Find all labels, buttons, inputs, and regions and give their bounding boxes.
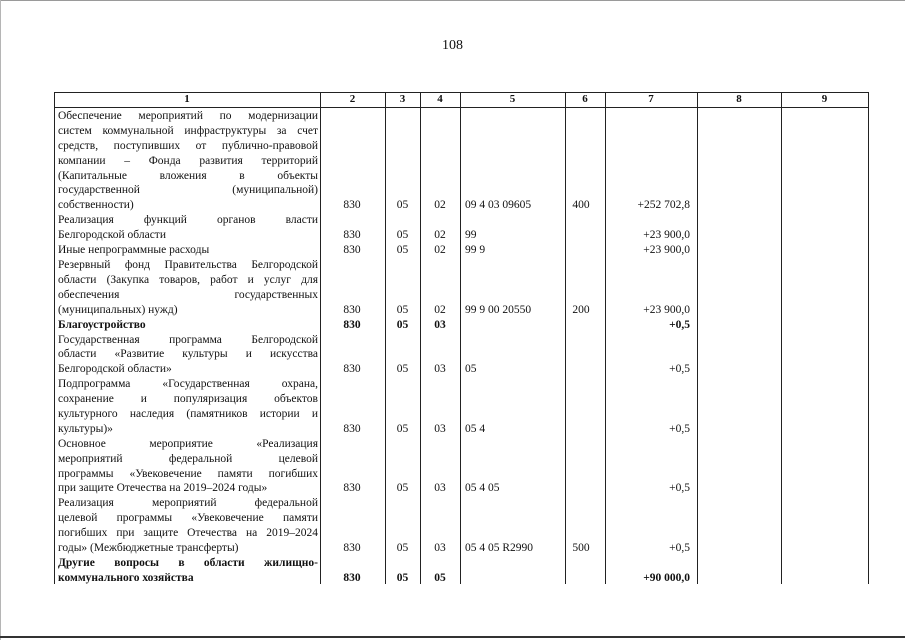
cell-c5: 05 4 05 (465, 482, 500, 495)
cell-c3: 05 (396, 229, 409, 242)
row-description (58, 333, 318, 378)
scan-bottom-edge (0, 636, 905, 638)
description-line: средств, поступивших от публично-правовой (58, 139, 318, 152)
description-line: собственности) (58, 199, 134, 212)
description-line: обеспечения государственных (58, 288, 318, 301)
cell-c4: 02 (434, 229, 446, 242)
header-col-9: 9 (821, 93, 828, 105)
cell-c4: 02 (434, 303, 446, 316)
cell-c2: 830 (343, 571, 361, 584)
table-row (54, 243, 869, 258)
description-line: Обеспечение мероприятий по модернизации (58, 110, 318, 122)
header-col-1: 1 (184, 93, 190, 105)
cell-c3: 05 (396, 244, 409, 257)
cell-c4: 05 (434, 571, 446, 584)
cell-c7: +0,5 (669, 318, 690, 331)
cell-c6 (547, 243, 615, 258)
cell-c4: 03 (434, 542, 446, 555)
cell-c2: 830 (343, 244, 361, 257)
description-line: сохранение и популяризация объектов (58, 393, 318, 406)
row-description (58, 258, 318, 318)
description-line: Реализация функций органов власти (58, 214, 318, 227)
description-line: Белгородской области» (58, 363, 172, 376)
row-description (58, 496, 318, 556)
table-row (54, 496, 869, 556)
scan-left-edge (0, 0, 1, 640)
description-line: Реализация мероприятий федеральной (58, 497, 318, 510)
cell-c6 (547, 422, 615, 437)
cell-c4: 03 (434, 422, 446, 435)
cell-c3: 05 (396, 318, 409, 331)
cell-c6: 200 (572, 303, 590, 316)
row-description (58, 318, 318, 333)
description-line: Иные непрограммные расходы (58, 244, 210, 257)
table-row (54, 556, 869, 584)
cell-c4: 02 (434, 244, 446, 257)
cell-c2: 830 (343, 542, 361, 555)
cell-c7: +0,5 (669, 363, 690, 376)
cell-c5: 99 9 (465, 244, 486, 257)
cell-c2: 830 (343, 422, 361, 435)
description-line: (муниципальных) нужд) (58, 303, 178, 316)
cell-c3: 05 (396, 482, 409, 495)
description-line: Основное мероприятие «Реализация (58, 437, 318, 450)
cell-c3: 05 (396, 303, 409, 316)
description-line: Подпрограмма «Государственная охрана, (58, 378, 318, 391)
cell-c3: 05 (396, 542, 409, 555)
description-line: государственной (муниципальной) (58, 184, 318, 197)
cell-c4: 03 (434, 318, 446, 331)
cell-c3: 05 (396, 422, 409, 435)
description-line: целевой программы «Увековечение памяти (58, 512, 318, 525)
description-line: при защите Отечества на 2019–2024 годы» (58, 482, 268, 495)
scan-top-edge (0, 0, 905, 1)
table-row (54, 377, 869, 437)
description-line: погибших при защите Отечества на 2019–2024 (58, 527, 318, 540)
table-row (54, 333, 869, 378)
description-line: Другие вопросы в области жилищно- (58, 557, 318, 569)
cell-c6 (547, 228, 615, 243)
row-description (58, 109, 318, 213)
description-line: коммунального хозяйства (58, 571, 194, 584)
cell-c7: +252 702,8 (637, 199, 690, 212)
row-description (58, 437, 318, 497)
row-description (58, 243, 318, 258)
header-col-7: 7 (648, 93, 654, 105)
cell-c6 (547, 481, 615, 496)
cell-c3: 05 (396, 571, 409, 584)
cell-c5: 05 4 (465, 422, 486, 435)
description-line: Резервный фонд Правительства Белгородской (58, 259, 318, 271)
cell-c3: 05 (396, 363, 409, 376)
cell-c7: +0,5 (669, 542, 690, 555)
cell-c7: +0,5 (669, 422, 690, 435)
header-col-5: 5 (509, 93, 516, 105)
table-row (54, 109, 869, 213)
cell-c2: 830 (343, 482, 361, 495)
row-description (58, 213, 318, 243)
cell-c7: +90 000,0 (643, 571, 690, 584)
cell-c5: 05 4 05 R2990 (465, 542, 534, 555)
cell-c6: 500 (572, 542, 590, 555)
header-col-2: 2 (349, 93, 356, 105)
cell-c5: 09 4 03 09605 (465, 199, 532, 212)
description-line: Белгородской области (58, 229, 166, 242)
description-line: систем коммунальной инфраструктуры за счет (58, 124, 318, 137)
cell-c4: 03 (434, 482, 446, 495)
cell-c5: 99 (465, 229, 477, 242)
description-line: Государственная программа Белгородской (58, 333, 318, 346)
header-col-4: 4 (437, 93, 443, 105)
cell-c6: 400 (572, 199, 590, 212)
cell-c5: 99 9 00 20550 (465, 303, 532, 316)
row-description (58, 556, 318, 584)
cell-c2: 830 (343, 318, 361, 331)
cell-c7: +0,5 (669, 482, 690, 495)
row-description (58, 377, 318, 437)
description-line: годы» (Межбюджетные трансферты) (58, 542, 239, 555)
description-line: культурного наследия (памятников истории и (58, 407, 318, 420)
header-col-3: 3 (399, 93, 406, 105)
cell-c7: +23 900,0 (643, 244, 690, 257)
cell-c5: 05 (465, 363, 477, 376)
cell-c4: 02 (434, 199, 446, 212)
cell-c7: +23 900,0 (643, 229, 690, 242)
description-line: программы «Увековечение памяти погибших (58, 467, 318, 480)
cell-c2: 830 (343, 229, 361, 242)
description-line: области (Закупка товаров, работ и услуг для (58, 273, 318, 286)
cell-c2: 830 (343, 363, 361, 376)
description-line: (Капитальные вложения в объекты (58, 169, 318, 182)
budget-table (54, 92, 869, 584)
cell-c4: 03 (434, 363, 446, 376)
table-row (54, 258, 869, 318)
cell-c6 (547, 571, 615, 584)
description-line: мероприятий федеральной целевой (58, 452, 318, 465)
header-col-6: 6 (582, 93, 588, 105)
table-row (54, 213, 869, 243)
cell-c6 (547, 362, 615, 377)
description-line: области «Развитие культуры и искусства (58, 348, 318, 361)
table-row (54, 437, 869, 497)
page-number: 108 (442, 38, 463, 53)
cell-c6 (547, 318, 615, 333)
description-line: культуры)» (58, 422, 113, 435)
description-line: компании – Фонда развития территорий (58, 154, 318, 167)
table-row (54, 318, 869, 333)
description-line: Благоустройство (58, 318, 146, 331)
cell-c7: +23 900,0 (643, 303, 690, 316)
cell-c2: 830 (343, 303, 361, 316)
header-divider (54, 107, 869, 108)
cell-c3: 05 (396, 199, 409, 212)
cell-c2: 830 (343, 199, 361, 212)
header-col-8: 8 (736, 93, 742, 105)
